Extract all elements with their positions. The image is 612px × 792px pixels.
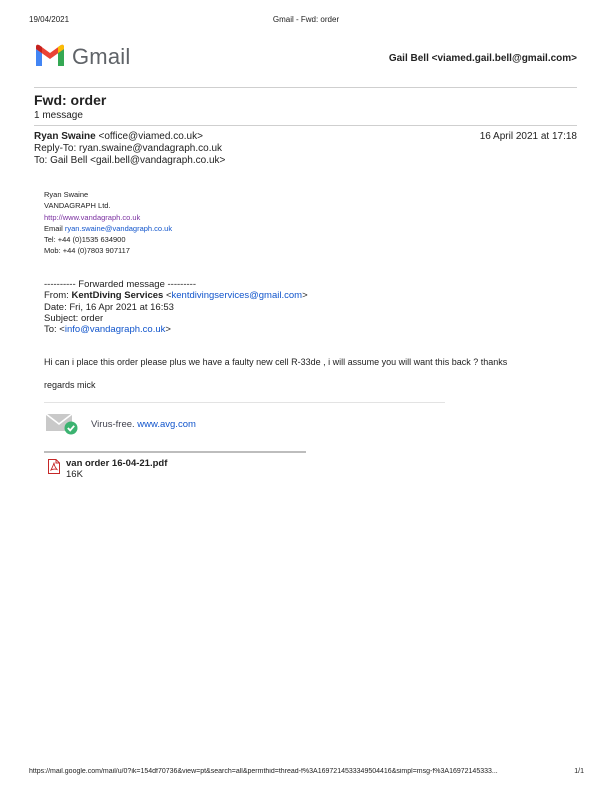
body-line-1: Hi can i place this order please plus we have a faulty new cell R-33de , i will assume you will want this back ? thanks: [44, 357, 508, 367]
print-date: 19/04/2021: [29, 15, 70, 24]
divider: [34, 87, 577, 88]
avg-link[interactable]: www.avg.com: [137, 419, 196, 430]
forwarded-subject: Subject: order: [44, 313, 104, 324]
attachment-divider: [44, 451, 306, 453]
print-page-number: 1/1: [574, 768, 584, 775]
signature-mob: Mob: +44 (0)7803 907117: [44, 246, 130, 255]
gmail-logo-icon: [34, 44, 66, 68]
signature-company: VANDAGRAPH Ltd.: [44, 201, 111, 210]
forwarded-to-close: >: [165, 324, 171, 335]
forwarded-to: [44, 324, 171, 335]
attachment-filename[interactable]: van order 16-04-21.pdf: [66, 458, 168, 469]
forwarded-from-label: From:: [44, 290, 72, 301]
forwarded-to-label: To: <: [44, 324, 65, 335]
pdf-file-icon: [48, 459, 60, 474]
message-date: 16 April 2021 at 17:18: [479, 131, 577, 142]
forwarded-from-open: <: [163, 290, 172, 301]
account-email: Gail Bell <viamed.gail.bell@gmail.com>: [388, 53, 577, 64]
message-count: 1 message: [34, 110, 83, 121]
forwarded-from-close: >: [302, 290, 308, 301]
recipient-to: To: Gail Bell <gail.bell@vandagraph.co.uk>: [34, 155, 226, 166]
message-sender: [34, 131, 203, 142]
envelope-check-icon: [46, 412, 78, 436]
reply-to: Reply-To: ryan.swaine@vandagraph.co.uk: [34, 143, 223, 154]
forwarded-from-email-link[interactable]: kentdivingservices@gmail.com: [171, 290, 303, 301]
signature-website-link[interactable]: http://www.vandagraph.co.uk: [44, 213, 141, 222]
print-url: https://mail.google.com/mail/u/0?ik=154df70736&view=pt&search=all&permthid=thread-f%3A1697214533349504416&simpl=msg-f%3A16972145333...: [29, 768, 498, 775]
divider: [44, 402, 445, 403]
sender-name: Ryan Swaine: [34, 131, 96, 142]
forwarded-from-name: KentDiving Services: [71, 290, 164, 301]
signature-name: Ryan Swaine: [44, 190, 89, 199]
thread-subject: Fwd: order: [34, 92, 107, 108]
forwarded-to-email-link[interactable]: info@vandagraph.co.uk: [64, 324, 166, 335]
signature-email-line: [44, 224, 172, 233]
forwarded-from: [44, 290, 308, 301]
gmail-brand-name: Gmail: [72, 44, 131, 69]
divider: [34, 125, 577, 126]
avg-line: [91, 419, 196, 430]
print-title: Gmail - Fwd: order: [272, 15, 340, 24]
avg-label: Virus-free.: [91, 419, 138, 430]
signature-tel: Tel: +44 (0)1535 634900: [44, 235, 126, 244]
signature-email-label: Email: [44, 224, 65, 233]
forwarded-date: Date: Fri, 16 Apr 2021 at 16:53: [44, 302, 174, 313]
body-line-2: regards mick: [44, 380, 96, 390]
attachment-size: 16K: [66, 469, 83, 480]
sender-email: <office@viamed.co.uk>: [98, 131, 203, 142]
forwarded-divider: ---------- Forwarded message ---------: [44, 279, 196, 290]
signature-email-link[interactable]: ryan.swaine@vandagraph.co.uk: [64, 224, 173, 233]
